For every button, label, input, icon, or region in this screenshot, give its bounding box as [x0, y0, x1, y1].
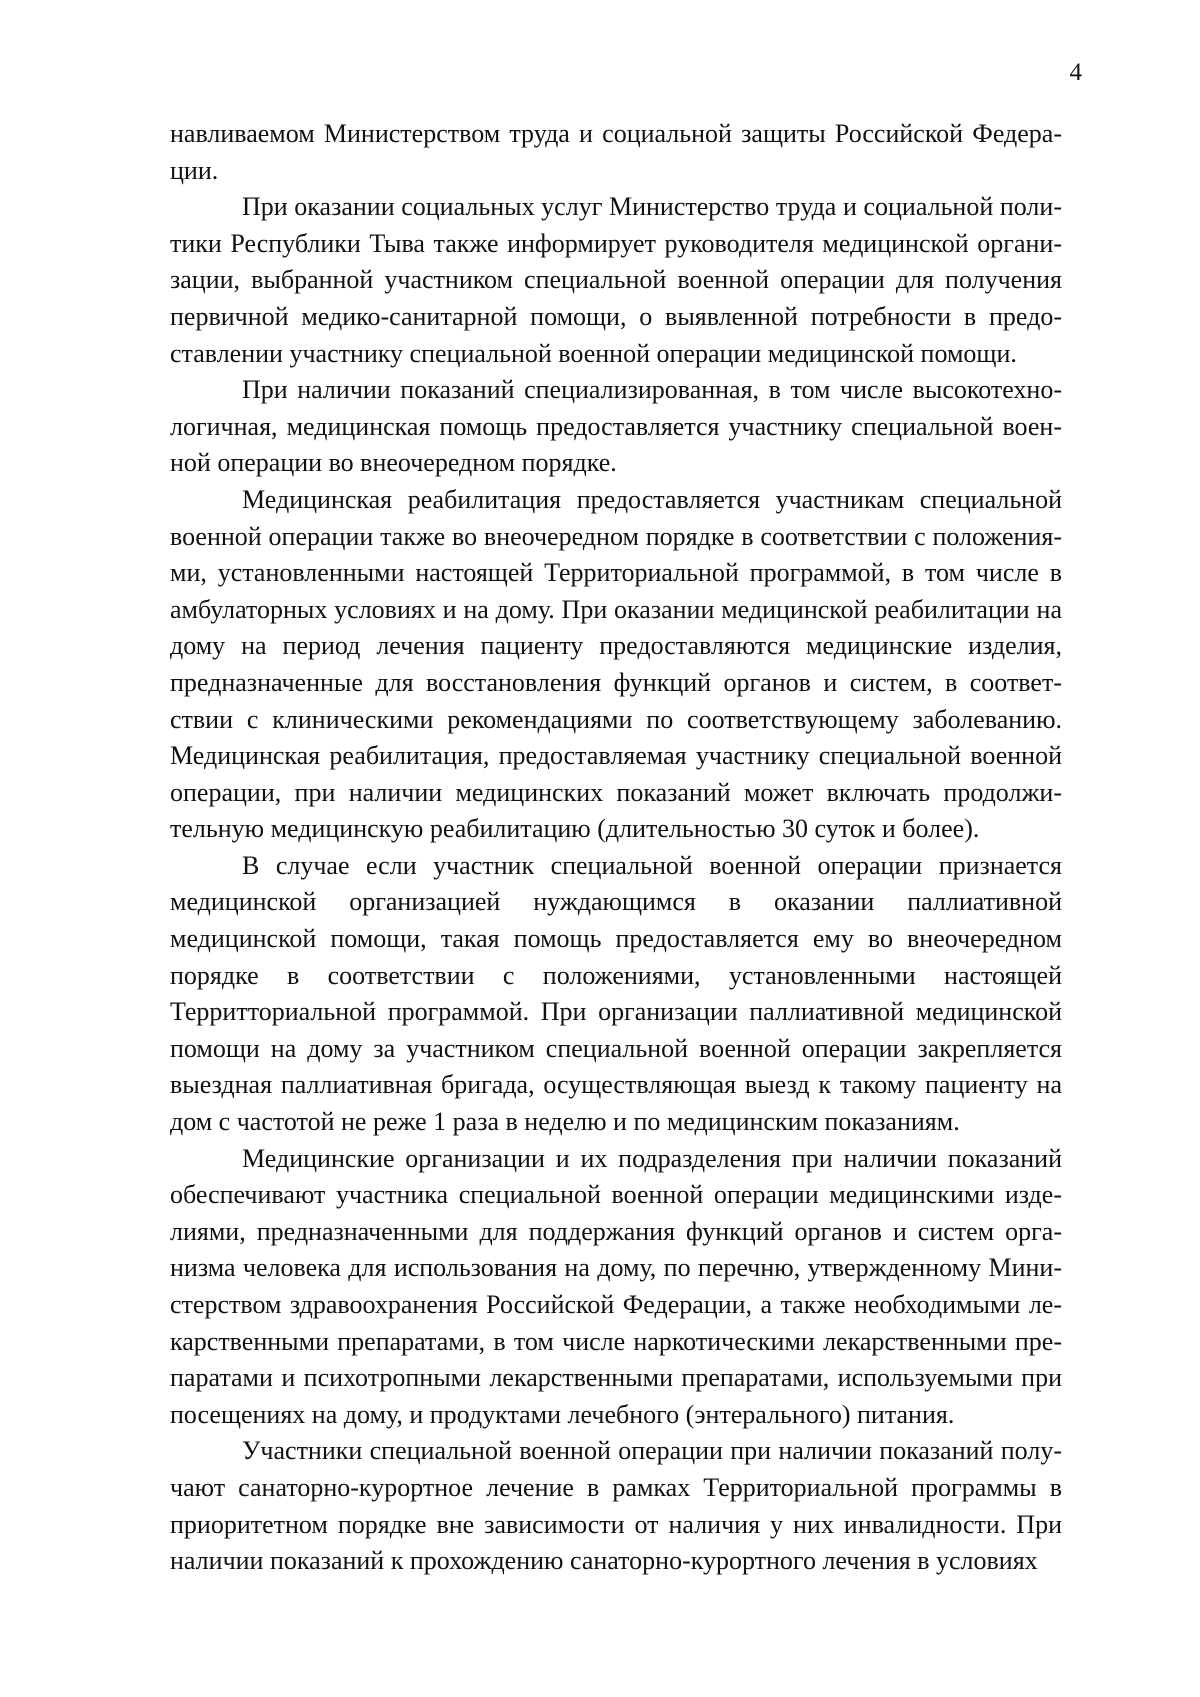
paragraph-continuation: навливаемом Министерством труда и социальной защиты Российской Федерации. [170, 119, 1062, 185]
paragraph: Участники специальной военной операции при наличии показаний получают санаторно-курортное лечение в рамках Территориальной программы в приоритетном порядке вне зависимости от наличия у них инвалидности. При наличии показаний к прохождению санаторно-курортного лечения в условиях [170, 1436, 1062, 1576]
paragraph: При оказании социальных услуг Министерство труда и социальной политики Республики Тыва также информирует руководителя медицинской организации, выбранной участником специальной военной операции для получения первичной медико-санитарной помощи, о выявленной потребности в предоставлении участнику специальной военной операции медицинской помощи. [170, 192, 1062, 368]
paragraph: В случае если участник специальной военной операции признается медицинской организацией нуждающимся в оказании паллиативной медицинской помощи, такая помощь предоставляется ему во внеочередном порядке в соответствии с положениями, установленными настоящей Территториальной программой. При организации паллиативной медицинской помощи на дому за участником специальной военной операции закрепляется выездная паллиативная бригада, осуществляющая выезд к такому пациенту на дом с частотой не реже 1 раза в неделю и по медицинским показаниям. [170, 850, 1062, 1137]
paragraph: При наличии показаний специализированная, в том числе высокотехнологичная, медицинская помощь предоставляется участнику специальной военной операции во внеочередном порядке. [170, 375, 1062, 478]
paragraph: Медицинская реабилитация предоставляется участникам специальной военной операции также во внеочередном порядке в соответствии с положениями, установленными настоящей Территориальной программой, в том числе в амбулаторных условиях и на дому. При оказании медицинской реабилитации на дому на период лечения пациенту предоставляются медицинские изделия, предназначенные для восстановления функций органов и систем, в соответствии с клиническими рекомендациями по соответствующему заболеванию. Медицинская реабилитация, предоставляемая участнику специальной военной операции, при наличии медицинских показаний может включать продолжительную медицинскую реабилитацию (длительностью 30 суток и более). [170, 484, 1062, 844]
paragraph: Медицинские организации и их подразделения при наличии показаний обеспечивают участника специальной военной операции медицинскими изделиями, предназначенными для поддержания функций органов и систем организма человека для использования на дому, по перечню, утвержденному Министерством здравоохранения Российской Федерации, а также необходимыми лекарственными препаратами, в том числе наркотическими лекарственными препаратами и психотропными лекарственными препаратами, используемыми при посещениях на дому, и продуктами лечебного (энтерального) питания. [170, 1143, 1062, 1429]
document-body [170, 116, 1062, 1580]
page-number: 4 [1069, 59, 1082, 86]
